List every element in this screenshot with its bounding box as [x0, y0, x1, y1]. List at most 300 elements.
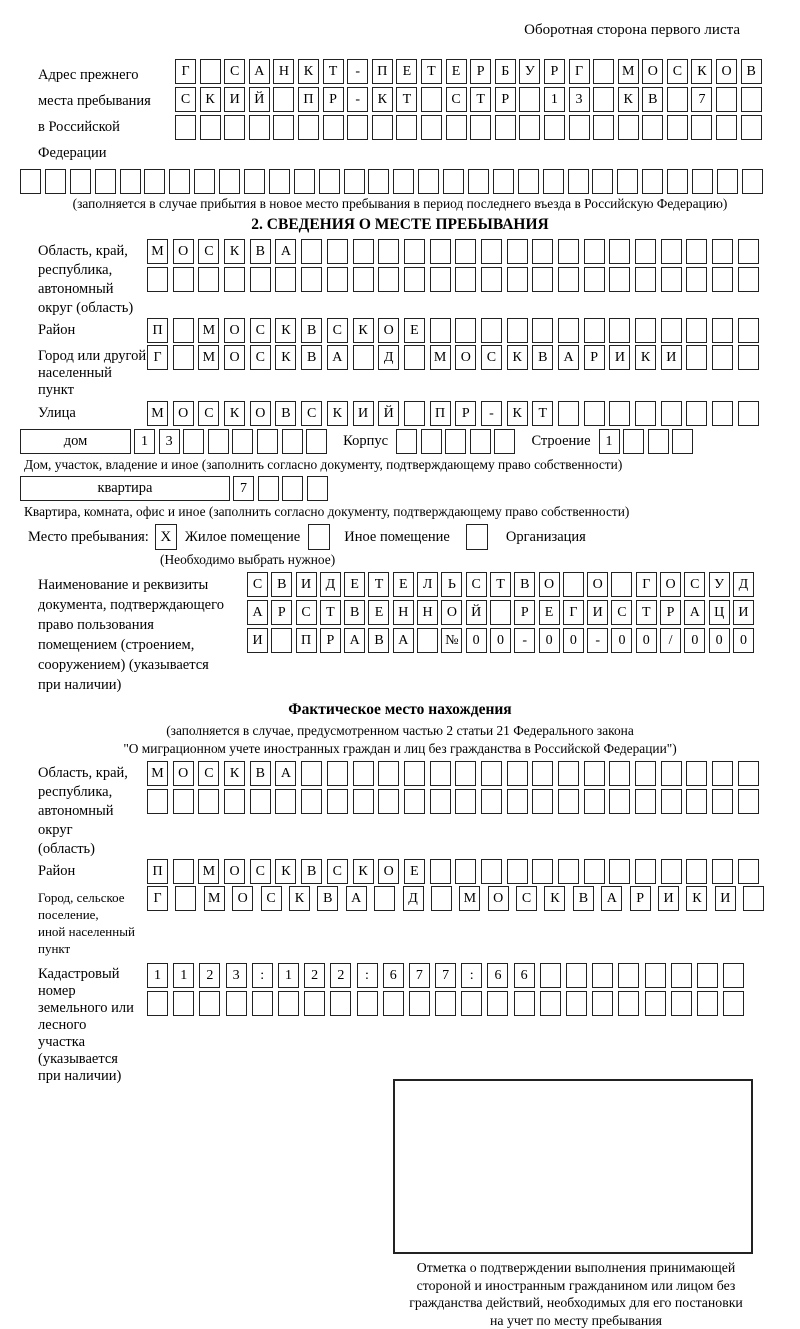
char-cell[interactable] [147, 789, 168, 814]
char-cell[interactable] [609, 267, 630, 292]
char-cell[interactable]: Г [175, 59, 196, 84]
char-cell[interactable] [584, 318, 605, 343]
char-cell[interactable]: Р [455, 401, 476, 426]
char-cell[interactable] [282, 429, 303, 454]
char-cell[interactable]: К [544, 886, 565, 911]
char-cell[interactable]: Р [271, 600, 292, 625]
char-cell[interactable] [723, 991, 744, 1016]
char-cell[interactable] [173, 991, 194, 1016]
char-cell[interactable] [568, 169, 589, 194]
char-cell[interactable]: К [507, 345, 528, 370]
char-cell[interactable] [481, 267, 502, 292]
char-cell[interactable] [584, 267, 605, 292]
char-cell[interactable]: 0 [684, 628, 705, 653]
char-cell[interactable] [461, 991, 482, 1016]
char-cell[interactable]: : [357, 963, 378, 988]
char-cell[interactable] [273, 115, 294, 140]
char-cell[interactable] [396, 429, 417, 454]
char-cell[interactable] [667, 169, 688, 194]
char-cell[interactable] [686, 789, 707, 814]
char-cell[interactable] [617, 169, 638, 194]
char-cell[interactable] [544, 115, 565, 140]
char-cell[interactable]: О [173, 239, 194, 264]
char-cell[interactable] [95, 169, 116, 194]
char-cell[interactable]: М [198, 345, 219, 370]
char-cell[interactable]: П [372, 59, 393, 84]
char-cell[interactable] [194, 169, 215, 194]
char-cell[interactable] [519, 115, 540, 140]
char-cell[interactable] [712, 859, 733, 884]
char-cell[interactable] [635, 401, 656, 426]
char-cell[interactable]: 0 [563, 628, 584, 653]
char-cell[interactable]: К [298, 59, 319, 84]
char-cell[interactable]: С [481, 345, 502, 370]
char-cell[interactable] [697, 991, 718, 1016]
char-cell[interactable]: С [327, 318, 348, 343]
char-cell[interactable]: С [198, 401, 219, 426]
char-cell[interactable]: А [249, 59, 270, 84]
char-cell[interactable]: - [514, 628, 535, 653]
char-cell[interactable]: 6 [487, 963, 508, 988]
char-cell[interactable]: Ц [709, 600, 730, 625]
char-cell[interactable] [396, 115, 417, 140]
char-cell[interactable] [738, 859, 759, 884]
char-cell[interactable] [378, 761, 399, 786]
char-cell[interactable] [169, 169, 190, 194]
char-cell[interactable]: П [147, 318, 168, 343]
char-cell[interactable] [301, 789, 322, 814]
char-cell[interactable]: О [232, 886, 253, 911]
char-cell[interactable] [635, 761, 656, 786]
char-cell[interactable] [609, 239, 630, 264]
char-cell[interactable] [175, 115, 196, 140]
char-cell[interactable] [443, 169, 464, 194]
char-cell[interactable]: И [661, 345, 682, 370]
char-cell[interactable] [717, 169, 738, 194]
char-cell[interactable] [743, 886, 764, 911]
char-cell[interactable] [635, 239, 656, 264]
char-cell[interactable]: И [353, 401, 374, 426]
char-cell[interactable] [224, 789, 245, 814]
char-cell[interactable]: С [250, 859, 271, 884]
char-cell[interactable]: Т [323, 59, 344, 84]
char-cell[interactable] [661, 859, 682, 884]
char-cell[interactable]: М [204, 886, 225, 911]
char-cell[interactable]: Г [147, 886, 168, 911]
char-cell[interactable]: С [611, 600, 632, 625]
char-cell[interactable]: С [684, 572, 705, 597]
char-cell[interactable] [584, 761, 605, 786]
char-cell[interactable]: П [296, 628, 317, 653]
char-cell[interactable]: А [275, 761, 296, 786]
char-cell[interactable] [200, 115, 221, 140]
char-cell[interactable] [609, 401, 630, 426]
char-cell[interactable] [175, 886, 196, 911]
char-cell[interactable] [353, 789, 374, 814]
char-cell[interactable]: Л [417, 572, 438, 597]
char-cell[interactable]: 0 [709, 628, 730, 653]
char-cell[interactable]: И [733, 600, 754, 625]
char-cell[interactable]: Й [378, 401, 399, 426]
char-cell[interactable] [493, 169, 514, 194]
char-cell[interactable]: Е [404, 859, 425, 884]
char-cell[interactable] [258, 476, 279, 501]
char-cell[interactable] [507, 267, 528, 292]
char-cell[interactable] [418, 169, 439, 194]
char-cell[interactable]: О [441, 600, 462, 625]
char-cell[interactable] [686, 318, 707, 343]
char-cell[interactable]: С [198, 761, 219, 786]
char-cell[interactable] [712, 239, 733, 264]
char-cell[interactable]: О [539, 572, 560, 597]
char-cell[interactable] [144, 169, 165, 194]
char-cell[interactable] [611, 572, 632, 597]
char-cell[interactable]: - [587, 628, 608, 653]
char-cell[interactable] [378, 789, 399, 814]
char-cell[interactable] [532, 761, 553, 786]
char-cell[interactable] [584, 789, 605, 814]
char-cell[interactable] [609, 789, 630, 814]
char-cell[interactable] [327, 789, 348, 814]
char-cell[interactable]: А [327, 345, 348, 370]
char-cell[interactable] [455, 239, 476, 264]
char-cell[interactable] [593, 87, 614, 112]
char-cell[interactable] [455, 761, 476, 786]
char-cell[interactable]: 0 [611, 628, 632, 653]
char-cell[interactable]: О [250, 401, 271, 426]
char-cell[interactable] [173, 789, 194, 814]
char-cell[interactable]: В [741, 59, 762, 84]
char-cell[interactable]: К [275, 859, 296, 884]
char-cell[interactable]: И [224, 87, 245, 112]
char-cell[interactable] [661, 267, 682, 292]
char-cell[interactable] [226, 991, 247, 1016]
char-cell[interactable]: С [261, 886, 282, 911]
char-cell[interactable]: К [686, 886, 707, 911]
char-cell[interactable] [323, 115, 344, 140]
char-cell[interactable] [353, 239, 374, 264]
char-cell[interactable] [199, 991, 220, 1016]
char-cell[interactable] [455, 267, 476, 292]
char-cell[interactable] [712, 267, 733, 292]
char-cell[interactable] [404, 401, 425, 426]
char-cell[interactable]: Е [404, 318, 425, 343]
char-cell[interactable] [738, 318, 759, 343]
char-cell[interactable] [686, 267, 707, 292]
char-cell[interactable]: 7 [691, 87, 712, 112]
char-cell[interactable] [330, 991, 351, 1016]
char-cell[interactable] [741, 115, 762, 140]
char-cell[interactable]: № [441, 628, 462, 653]
char-cell[interactable]: С [466, 572, 487, 597]
char-cell[interactable] [532, 239, 553, 264]
char-cell[interactable] [430, 318, 451, 343]
char-cell[interactable]: И [296, 572, 317, 597]
char-cell[interactable] [494, 429, 515, 454]
char-cell[interactable]: Р [495, 87, 516, 112]
char-cell[interactable] [697, 963, 718, 988]
char-cell[interactable] [592, 963, 613, 988]
char-cell[interactable] [409, 991, 430, 1016]
char-cell[interactable]: Н [393, 600, 414, 625]
char-cell[interactable] [593, 59, 614, 84]
char-cell[interactable] [738, 239, 759, 264]
char-cell[interactable]: Е [344, 572, 365, 597]
char-cell[interactable]: П [430, 401, 451, 426]
char-cell[interactable] [635, 267, 656, 292]
char-cell[interactable] [372, 115, 393, 140]
char-cell[interactable]: К [635, 345, 656, 370]
char-cell[interactable]: В [301, 345, 322, 370]
char-cell[interactable]: В [275, 401, 296, 426]
char-cell[interactable] [435, 991, 456, 1016]
char-cell[interactable] [378, 239, 399, 264]
char-cell[interactable] [481, 761, 502, 786]
char-cell[interactable]: Г [636, 572, 657, 597]
char-cell[interactable] [470, 115, 491, 140]
char-cell[interactable]: 3 [226, 963, 247, 988]
char-cell[interactable]: 2 [304, 963, 325, 988]
char-cell[interactable]: О [173, 401, 194, 426]
char-cell[interactable] [692, 169, 713, 194]
char-cell[interactable] [490, 600, 511, 625]
other-premises-checkbox[interactable] [308, 524, 330, 550]
char-cell[interactable] [661, 318, 682, 343]
char-cell[interactable] [20, 169, 41, 194]
char-cell[interactable]: К [224, 239, 245, 264]
char-cell[interactable] [507, 239, 528, 264]
char-cell[interactable]: Н [417, 600, 438, 625]
char-cell[interactable]: Р [320, 628, 341, 653]
char-cell[interactable] [327, 239, 348, 264]
char-cell[interactable] [282, 476, 303, 501]
char-cell[interactable]: 3 [569, 87, 590, 112]
char-cell[interactable]: В [271, 572, 292, 597]
char-cell[interactable]: В [250, 761, 271, 786]
char-cell[interactable]: Т [396, 87, 417, 112]
char-cell[interactable]: О [642, 59, 663, 84]
char-cell[interactable] [671, 963, 692, 988]
char-cell[interactable]: Н [273, 59, 294, 84]
char-cell[interactable]: 2 [199, 963, 220, 988]
char-cell[interactable] [430, 267, 451, 292]
char-cell[interactable] [431, 886, 452, 911]
char-cell[interactable]: Е [368, 600, 389, 625]
char-cell[interactable]: П [298, 87, 319, 112]
char-cell[interactable]: О [224, 859, 245, 884]
char-cell[interactable]: - [481, 401, 502, 426]
char-cell[interactable] [173, 318, 194, 343]
char-cell[interactable] [686, 761, 707, 786]
char-cell[interactable]: Р [544, 59, 565, 84]
char-cell[interactable]: А [684, 600, 705, 625]
char-cell[interactable] [584, 859, 605, 884]
char-cell[interactable] [667, 87, 688, 112]
char-cell[interactable] [738, 345, 759, 370]
char-cell[interactable]: А [247, 600, 268, 625]
char-cell[interactable] [648, 429, 669, 454]
char-cell[interactable] [306, 429, 327, 454]
char-cell[interactable] [592, 169, 613, 194]
char-cell[interactable]: К [327, 401, 348, 426]
char-cell[interactable] [584, 239, 605, 264]
char-cell[interactable]: О [173, 761, 194, 786]
char-cell[interactable]: В [301, 859, 322, 884]
char-cell[interactable]: М [147, 761, 168, 786]
char-cell[interactable] [275, 789, 296, 814]
char-cell[interactable] [173, 267, 194, 292]
char-cell[interactable] [741, 87, 762, 112]
char-cell[interactable]: И [658, 886, 679, 911]
char-cell[interactable] [271, 628, 292, 653]
char-cell[interactable]: 1 [134, 429, 155, 454]
char-cell[interactable] [623, 429, 644, 454]
char-cell[interactable]: К [507, 401, 528, 426]
char-cell[interactable] [661, 789, 682, 814]
char-cell[interactable] [455, 318, 476, 343]
char-cell[interactable]: К [618, 87, 639, 112]
char-cell[interactable] [738, 267, 759, 292]
char-cell[interactable] [645, 991, 666, 1016]
char-cell[interactable] [592, 991, 613, 1016]
char-cell[interactable]: Т [421, 59, 442, 84]
char-cell[interactable] [368, 169, 389, 194]
char-cell[interactable] [667, 115, 688, 140]
char-cell[interactable] [301, 239, 322, 264]
char-cell[interactable] [540, 963, 561, 988]
char-cell[interactable] [507, 789, 528, 814]
char-cell[interactable]: И [609, 345, 630, 370]
char-cell[interactable] [532, 318, 553, 343]
char-cell[interactable] [609, 761, 630, 786]
char-cell[interactable] [278, 991, 299, 1016]
char-cell[interactable]: 1 [173, 963, 194, 988]
char-cell[interactable] [374, 886, 395, 911]
char-cell[interactable]: 7 [233, 476, 254, 501]
char-cell[interactable] [404, 239, 425, 264]
char-cell[interactable]: Д [378, 345, 399, 370]
char-cell[interactable]: И [587, 600, 608, 625]
char-cell[interactable] [45, 169, 66, 194]
char-cell[interactable] [712, 401, 733, 426]
char-cell[interactable] [507, 761, 528, 786]
char-cell[interactable] [645, 963, 666, 988]
char-cell[interactable] [481, 789, 502, 814]
char-cell[interactable]: В [642, 87, 663, 112]
char-cell[interactable] [120, 169, 141, 194]
char-cell[interactable] [455, 859, 476, 884]
char-cell[interactable] [635, 859, 656, 884]
char-cell[interactable]: 0 [636, 628, 657, 653]
char-cell[interactable]: - [347, 59, 368, 84]
char-cell[interactable] [257, 429, 278, 454]
char-cell[interactable]: К [289, 886, 310, 911]
char-cell[interactable]: К [200, 87, 221, 112]
char-cell[interactable] [742, 169, 763, 194]
char-cell[interactable]: У [709, 572, 730, 597]
char-cell[interactable] [70, 169, 91, 194]
char-cell[interactable] [558, 401, 579, 426]
char-cell[interactable]: М [198, 859, 219, 884]
char-cell[interactable]: М [147, 401, 168, 426]
char-cell[interactable]: 0 [733, 628, 754, 653]
char-cell[interactable] [661, 239, 682, 264]
char-cell[interactable]: О [455, 345, 476, 370]
char-cell[interactable] [481, 318, 502, 343]
char-cell[interactable]: Й [466, 600, 487, 625]
char-cell[interactable] [514, 991, 535, 1016]
char-cell[interactable]: 0 [466, 628, 487, 653]
char-cell[interactable]: 3 [159, 429, 180, 454]
char-cell[interactable]: С [198, 239, 219, 264]
char-cell[interactable] [712, 345, 733, 370]
char-cell[interactable]: С [301, 401, 322, 426]
char-cell[interactable]: В [344, 600, 365, 625]
char-cell[interactable] [584, 401, 605, 426]
char-cell[interactable] [635, 318, 656, 343]
char-cell[interactable] [661, 761, 682, 786]
char-cell[interactable]: К [691, 59, 712, 84]
char-cell[interactable]: С [224, 59, 245, 84]
char-cell[interactable]: К [372, 87, 393, 112]
char-cell[interactable] [558, 239, 579, 264]
char-cell[interactable] [404, 267, 425, 292]
char-cell[interactable]: 1 [599, 429, 620, 454]
char-cell[interactable] [712, 318, 733, 343]
char-cell[interactable]: - [347, 87, 368, 112]
char-cell[interactable]: С [250, 318, 271, 343]
char-cell[interactable] [566, 963, 587, 988]
char-cell[interactable]: С [175, 87, 196, 112]
char-cell[interactable]: М [147, 239, 168, 264]
char-cell[interactable] [686, 401, 707, 426]
char-cell[interactable]: / [660, 628, 681, 653]
char-cell[interactable] [738, 789, 759, 814]
char-cell[interactable]: К [224, 761, 245, 786]
char-cell[interactable]: Т [320, 600, 341, 625]
char-cell[interactable]: А [275, 239, 296, 264]
char-cell[interactable] [252, 991, 273, 1016]
char-cell[interactable] [686, 859, 707, 884]
char-cell[interactable]: 1 [278, 963, 299, 988]
char-cell[interactable]: К [275, 318, 296, 343]
char-cell[interactable] [642, 169, 663, 194]
char-cell[interactable]: В [301, 318, 322, 343]
char-cell[interactable] [304, 991, 325, 1016]
char-cell[interactable] [716, 87, 737, 112]
char-cell[interactable]: Г [569, 59, 590, 84]
char-cell[interactable]: 6 [383, 963, 404, 988]
char-cell[interactable]: Р [470, 59, 491, 84]
char-cell[interactable] [327, 267, 348, 292]
char-cell[interactable] [273, 87, 294, 112]
char-cell[interactable] [470, 429, 491, 454]
char-cell[interactable]: К [224, 401, 245, 426]
char-cell[interactable] [671, 991, 692, 1016]
char-cell[interactable] [569, 115, 590, 140]
char-cell[interactable] [421, 429, 442, 454]
char-cell[interactable] [173, 859, 194, 884]
char-cell[interactable] [558, 859, 579, 884]
char-cell[interactable] [518, 169, 539, 194]
char-cell[interactable] [275, 267, 296, 292]
char-cell[interactable]: О [716, 59, 737, 84]
char-cell[interactable]: С [516, 886, 537, 911]
char-cell[interactable] [301, 267, 322, 292]
char-cell[interactable]: Д [320, 572, 341, 597]
char-cell[interactable]: Д [733, 572, 754, 597]
char-cell[interactable] [519, 87, 540, 112]
